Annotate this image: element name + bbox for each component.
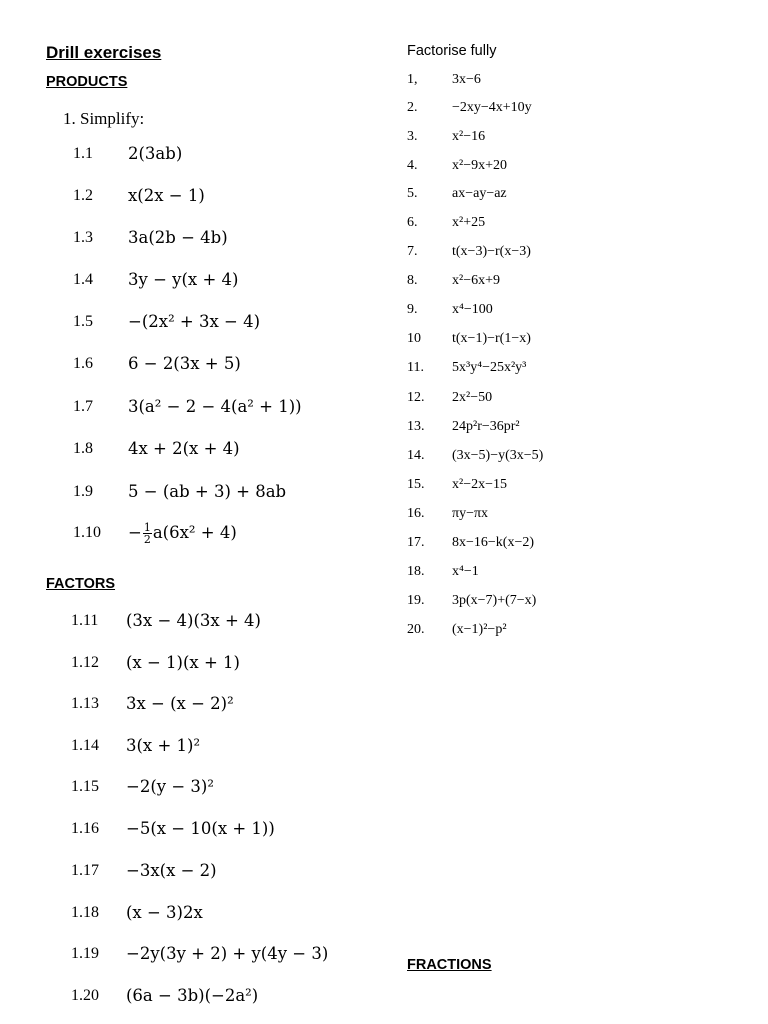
item-expression: 3(x + 1)² [126, 736, 201, 755]
item-expression: −3x(x − 2) [126, 861, 217, 880]
item-expression: (6a − 3b)(−2a²) [126, 986, 259, 1005]
item-number: 15. [407, 477, 425, 492]
item-expression: 4x + 2(x + 4) [128, 439, 240, 458]
item-expression: −2(y − 3)² [126, 777, 214, 796]
item-number: 1.2 [73, 187, 93, 204]
item-expression: 8x−16−k(x−2) [452, 535, 535, 550]
item-expression: πy−πx [452, 506, 489, 521]
item-expression: 2(3ab) [128, 144, 183, 163]
item-expression: 3(a² − 2 − 4(a² + 1)) [128, 397, 302, 416]
item-number: 16. [407, 506, 425, 521]
item-expression: −(2x² + 3x − 4) [128, 312, 261, 331]
item-expression: 2x²−50 [452, 390, 493, 405]
fractions-heading: FRACTIONS [407, 957, 492, 973]
factorise-title: Factorise fully [407, 43, 497, 59]
item-expression: (x−1)²−p² [452, 622, 507, 637]
item-expression: x⁴−100 [452, 302, 493, 317]
item-number: 3. [407, 129, 418, 144]
item-expression: x²+25 [452, 215, 486, 230]
item-number: 1.16 [71, 820, 99, 837]
products-heading: PRODUCTS [46, 74, 128, 90]
item-expression: 3a(2b − 4b) [128, 228, 228, 247]
item-expression: 3y − y(x + 4) [128, 270, 239, 289]
item-expression: (x − 3)2x [126, 903, 203, 922]
factors-heading: FACTORS [46, 576, 116, 592]
item-number: 1.3 [73, 229, 93, 246]
item-number: 8. [407, 273, 418, 288]
item-expression: 6 − 2(3x + 5) [128, 354, 241, 373]
item-expression [128, 522, 237, 545]
item-number: 10 [407, 331, 421, 346]
item-number: 1.8 [73, 440, 93, 457]
item-expression: 24p²r−36pr² [452, 419, 520, 434]
item-number: 1.9 [73, 483, 93, 500]
item-expression: 5 − (ab + 3) + 8ab [128, 482, 287, 501]
item-expression: x²−16 [452, 129, 486, 144]
item-expression: (3x − 4)(3x + 4) [126, 611, 261, 630]
item-expression: t(x−3)−r(x−3) [452, 244, 531, 259]
item-expression: 5x³y⁴−25x²y³ [452, 360, 527, 375]
item-number: 14. [407, 448, 425, 463]
item-expression: −5(x − 10(x + 1)) [126, 819, 275, 838]
item-number: 1.6 [73, 355, 93, 372]
simplify-instruction: 1. Simplify: [63, 109, 145, 128]
item-number: 6. [407, 215, 418, 230]
item-number: 9. [407, 302, 418, 317]
item-expression: ax−ay−az [452, 186, 507, 201]
item-expression: t(x−1)−r(1−x) [452, 331, 531, 346]
item-number: 1.5 [73, 313, 93, 330]
item-number: 1.20 [71, 987, 99, 1004]
item-number: 7. [407, 244, 418, 259]
item-number: 1.14 [71, 737, 99, 754]
item-number: 18. [407, 564, 425, 579]
item-number: 1.17 [71, 862, 99, 879]
fraction [143, 522, 152, 545]
item-number: 11. [407, 360, 424, 375]
expression-sign: − [128, 523, 142, 542]
item-number: 1.18 [71, 904, 99, 921]
item-number: 1.7 [73, 398, 93, 415]
fraction-numerator: 1 [143, 521, 151, 534]
item-number: 20. [407, 622, 425, 637]
item-number: 19. [407, 593, 425, 608]
item-number: 4. [407, 158, 418, 173]
item-expression: −2y(3y + 2) + y(4y − 3) [126, 944, 329, 963]
item-expression: x(2x − 1) [128, 186, 205, 205]
item-expression: (x − 1)(x + 1) [126, 653, 240, 672]
item-number: 1.12 [71, 654, 99, 671]
expression-rest: a(6x² + 4) [152, 523, 237, 542]
item-expression: 3p(x−7)+(7−x) [452, 593, 537, 608]
item-number: 1.13 [71, 695, 99, 712]
item-number: 1, [407, 72, 418, 87]
item-number: 1.10 [73, 524, 101, 541]
item-number: 17. [407, 535, 425, 550]
fraction-denominator: 2 [143, 533, 151, 546]
item-expression: (3x−5)−y(3x−5) [452, 448, 544, 463]
item-number: 1.19 [71, 945, 99, 962]
item-number: 12. [407, 390, 425, 405]
item-number: 2. [407, 100, 418, 115]
item-expression: x²−6x+9 [452, 273, 500, 288]
item-number: 1.15 [71, 778, 99, 795]
item-expression: x⁴−1 [452, 564, 479, 579]
item-expression: −2xy−4x+10y [452, 100, 532, 115]
item-expression: 3x−6 [452, 72, 481, 87]
item-number: 5. [407, 186, 418, 201]
item-number: 1.4 [73, 271, 93, 288]
item-number: 1.11 [71, 612, 99, 629]
page-title: Drill exercises [46, 43, 162, 62]
item-number: 13. [407, 419, 425, 434]
item-expression: x²−9x+20 [452, 158, 507, 173]
item-number: 1.1 [73, 145, 93, 162]
item-expression: x²−2x−15 [452, 477, 507, 492]
item-expression: 3x − (x − 2)² [126, 694, 234, 713]
